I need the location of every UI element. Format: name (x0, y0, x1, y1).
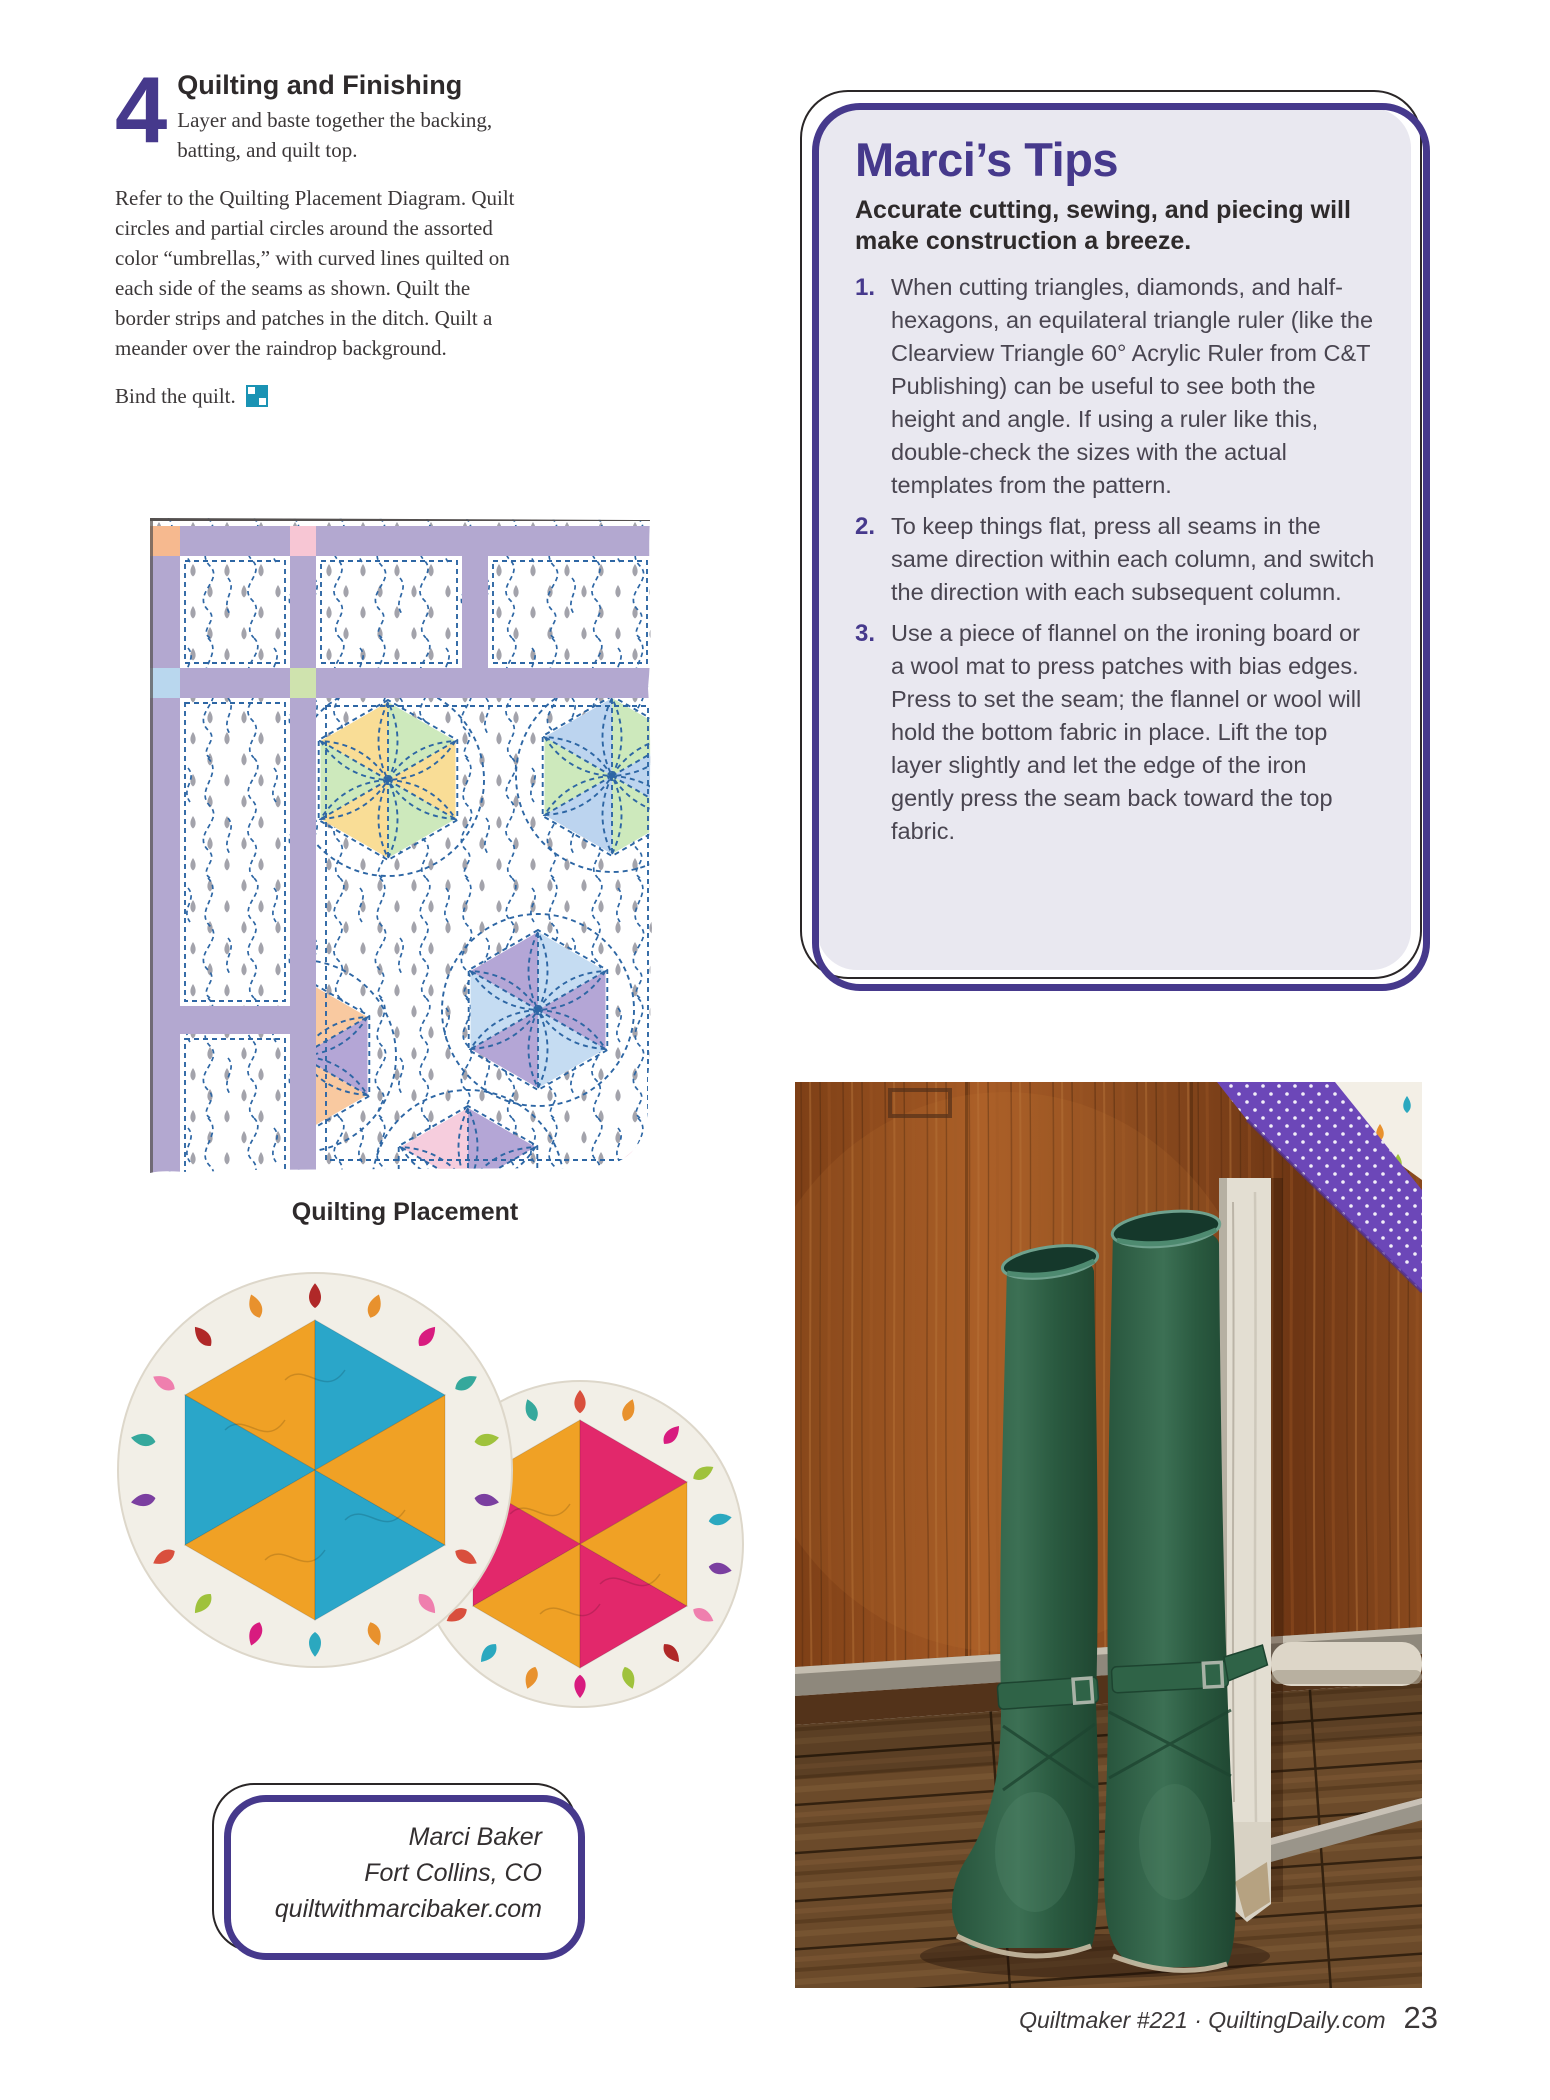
mug-rug-teal (118, 1273, 512, 1667)
tip-text: Use a piece of flannel on the ironing board or a wool mat to press patches with bias edges. Press to set the seam; the flannel or wool will hold the bottom fabric in place. Lift the top layer slightly and let the edge of the iron gently press the seam back toward the top fabric. (891, 620, 1362, 844)
attribution-website: quiltwithmarcibaker.com (274, 1895, 542, 1923)
attribution-name: Marci Baker (408, 1823, 542, 1851)
tip-item-1 (855, 271, 1375, 502)
page-number: 23 (1403, 2000, 1438, 2035)
mug-rugs-photo (88, 1258, 788, 1768)
tips-subtitle: Accurate cutting, sewing, and piecing will make construction a breeze. (855, 196, 1351, 255)
tip-number: 1. (855, 274, 876, 301)
step-intro: Layer and baste together the backing, batting, and quilt top. (177, 108, 493, 162)
step-paragraph: Refer to the Quilting Placement Diagram. Quilt circles and partial circles around the assorted color “umbrellas,” with curved lines quilted on each side of the seams as shown. Quilt the border strips and patches in the ditch. Quilt a meander over the raindrop background. (115, 186, 515, 360)
page-footer (1019, 2000, 1438, 2036)
article-column (115, 57, 515, 411)
tips-title: Marci’s Tips (855, 133, 1119, 186)
end-of-article-icon (246, 385, 268, 407)
diagram-caption: Quilting Placement (291, 1198, 519, 1226)
boots-photo (795, 1082, 1422, 1988)
attribution-location: Fort Collins, CO (364, 1859, 542, 1887)
tip-item-2 (855, 510, 1375, 609)
tip-text: To keep things flat, press all seams in the same direction within each column, and switch the direction with each subsequent column. (891, 513, 1375, 605)
tip-item-3 (855, 617, 1375, 848)
step-title: Quilting and Finishing (177, 70, 463, 100)
step-heading (115, 57, 515, 165)
magazine-credit: Quiltmaker #221 · QuiltingDaily.com (1019, 2007, 1386, 2033)
quilting-placement-diagram (150, 518, 660, 1178)
tips-list (855, 271, 1375, 848)
step-number: 4 (115, 57, 168, 162)
tips-sidebar (800, 90, 1440, 1010)
attribution-box (212, 1783, 622, 1993)
tip-number: 3. (855, 620, 876, 647)
tip-number: 2. (855, 513, 876, 540)
bind-quilt-text: Bind the quilt. (115, 384, 236, 408)
tip-text: When cutting triangles, diamonds, and half-hexagons, an equilateral triangle ruler (like the Clearview Triangle 60° Acrylic Ruler from C&T Publishing) can be useful to see both the height and angle. If using a ruler like this, double-check the sizes with the actual templates from the pattern. (891, 274, 1374, 498)
